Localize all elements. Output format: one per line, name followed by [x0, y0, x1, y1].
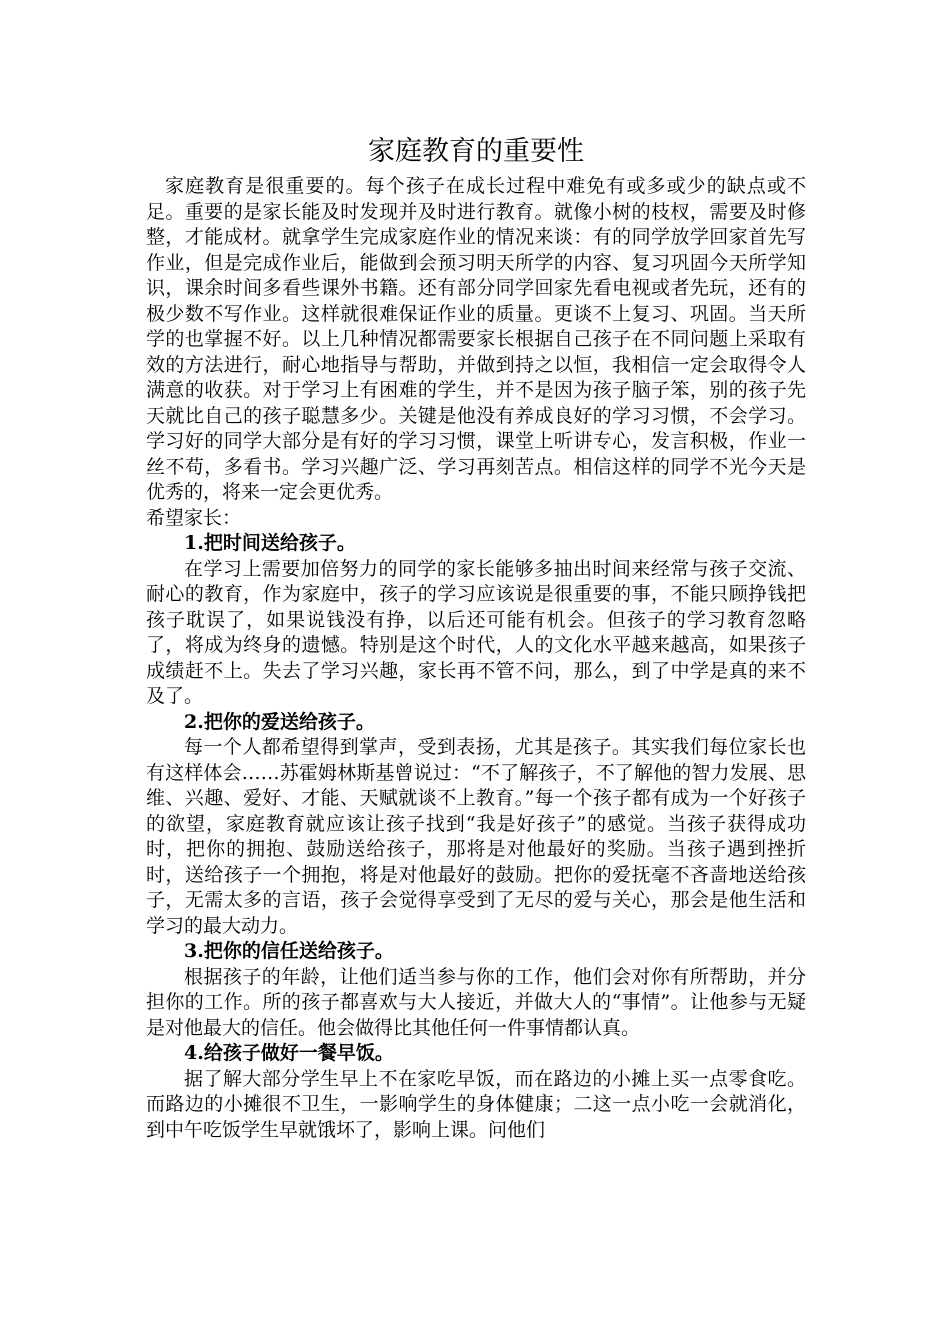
section-heading-3: 3.把你的信任送给孩子。: [184, 940, 394, 962]
section-body-3: 根据孩子的年龄，让他们适当参与你的工作，他们会对你有所帮助，并分担你的工作。所的孩子都喜欢与大人接近，并做大人的“事情”。让他参与无疑是对他最大的信任。他会做得比其他任何一件事情都认真。: [146, 965, 806, 1039]
section-body-1: 在学习上需要加倍努力的同学的家长能够多抽出时间来经常与孩子交流、耐心的教育，作为家庭中，孩子的学习应该说是很重要的事，不能只顾挣钱把孩子耽误了，如果说钱没有挣，以后还可能有机会。但孩子的学习教育忽略了，将成为终身的遗憾。特别是这个时代，人的文化水平越来越高，如果孩子成绩赶不上。失去了学习兴趣，家长再不管不问，那么，到了中学是真的来不及了。: [146, 557, 806, 707]
hope-line: 希望家长：: [146, 506, 242, 529]
section-heading-2: 2.把你的爱送给孩子。: [184, 710, 375, 733]
section-heading-4: 4.给孩子做好一餐早饭。: [184, 1042, 394, 1064]
intro-paragraph: 家庭教育是很重要的。每个孩子在成长过程中难免有或多或少的缺点或不足。重要的是家长能及时发现并及时进行教育。就像小树的枝杈，需要及时修整，才能成材。就拿学生完成家庭作业的情况来谈：有的同学放学回家首先写作业，但是完成作业后，能做到会预习明天所学的内容、复习巩固今天所学知识，课余时间多看些课外书籍。还有部分同学回家先看电视或者先玩，还有的极少数不写作业。这样就很难保证作业的质量。更谈不上复习、巩固。当天所学的也掌握不好。以上几种情况都需要家长根据自己孩子在不同问题上采取有效的方法进行，耐心地指导与帮助，并做到持之以恒，我相信一定会取得令人满意的收获。对于学习上有困难的学生，并不是因为孩子脑子笨，别的孩子先天就比自己的孩子聪慧多少。关键是他没有养成良好的学习习惯，不会学习。学习好的同学大部分是有好的学习习惯，课堂上听讲专心，发言积极，作业一丝不苟，多看书。学习兴趣广泛、学习再刻苦点。相信这样的同学不光今天是优秀的，将来一定会更优秀。: [146, 175, 806, 503]
document-title: 家庭教育的重要性: [368, 136, 584, 167]
section-body-2: 每一个人都希望得到掌声，受到表扬，尤其是孩子。其实我们每位家长也有这样体会……苏霍姆林斯基曾说过：“不了解孩子，不了解他的智力发展、思维、兴趣、爱好、才能、天赋就谈不上教育。”每一个孩子都有成为一个好孩子的欲望，家庭教育就应该让孩子找到“我是好孩子”的感觉。当孩子获得成功时，把你的拥抱、鼓励送给孩子，那将是对他最好的奖励。当孩子遇到挫折时，送给孩子一个拥抱，将是对他最好的鼓励。把你的爱抚毫不吝啬地送给孩子，无需太多的言语，孩子会觉得享受到了无尽的爱与关心，那会是他生活和学习的最大动力。: [146, 736, 806, 937]
section-body-4: 据了解大部分学生早上不在家吃早饭，而在路边的小摊上买一点零食吃。而路边的小摊很不卫生，一影响学生的身体健康；二这一点小吃一会就消化，到中午吃饭学生早就饿坏了，影响上课。问他们: [146, 1067, 806, 1141]
document-page: [146, 132, 806, 1143]
section-heading-1: 1.把时间送给孩子。: [184, 532, 356, 554]
